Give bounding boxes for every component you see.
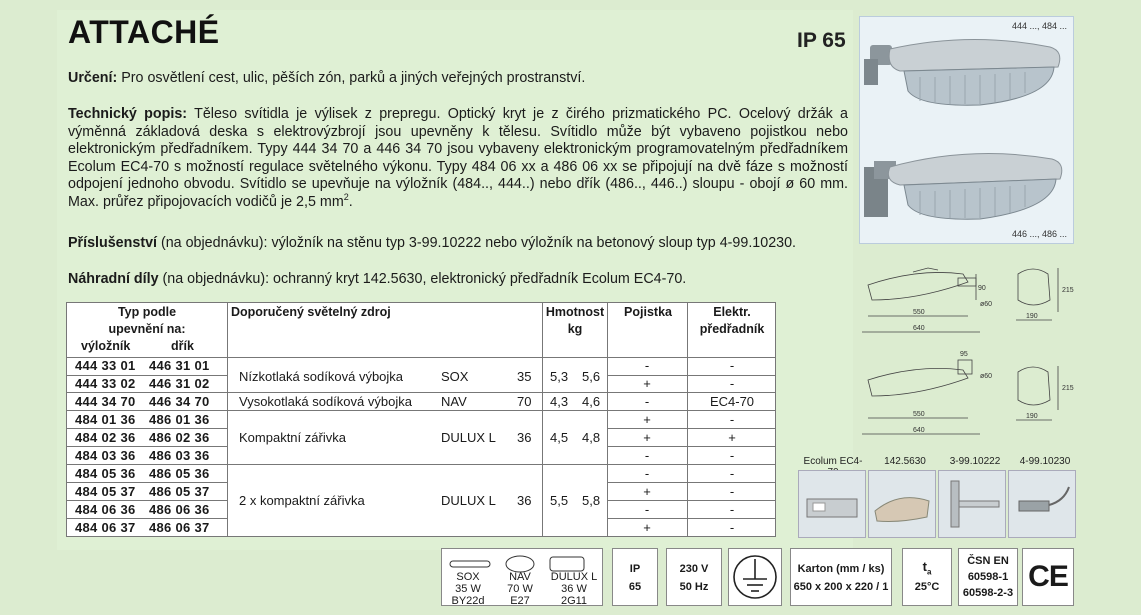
group-mass1: 5,3 xyxy=(550,369,569,384)
group-watt: 70 xyxy=(517,394,532,409)
ballast-cell: - xyxy=(729,412,735,427)
row-line xyxy=(67,518,227,519)
lamp-types-box xyxy=(441,548,603,606)
group-mass1: 4,5 xyxy=(550,430,569,445)
code-vylozník: 484 05 37 xyxy=(75,484,136,499)
group-source-name: Nízkotlaká sodíková výbojka xyxy=(239,369,404,384)
luminaire-cover-top xyxy=(904,67,1054,105)
row-line xyxy=(67,428,227,429)
ballast-cell: - xyxy=(729,358,735,373)
code-vylozník: 444 33 02 xyxy=(75,376,136,391)
drawing2-mount xyxy=(958,360,972,374)
product-photo-box xyxy=(859,16,1074,244)
header-ballast-line1: Elektr. xyxy=(713,305,751,319)
code-drik: 486 05 36 xyxy=(149,466,210,481)
group-source-name: Kompaktní zářivka xyxy=(239,430,346,445)
ce-box xyxy=(1022,548,1074,606)
drawing2-dim-d60: ø60 xyxy=(980,373,993,380)
header-mass-line2: kg xyxy=(567,322,583,336)
accessory-label: 4-99.10230 xyxy=(1019,456,1071,467)
drawing2-dim-95: 95 xyxy=(960,351,968,358)
urceni-text: Pro osvětlení cest, ulic, pěších zón, parků a jiných veřejných prostranství. xyxy=(117,70,586,86)
fuse-cell: + xyxy=(643,520,651,535)
ce-mark: CE xyxy=(1028,560,1068,593)
accessory-label: Ecolum EC4- xyxy=(803,456,863,467)
drawing2-dim-550: 550 xyxy=(913,411,925,418)
csn-l1: ČSN EN xyxy=(967,555,1009,567)
group-mass2: 5,8 xyxy=(582,493,601,508)
header-ballast-line2: předřadník xyxy=(699,322,765,336)
drawing1-dim-190: 190 xyxy=(1026,313,1038,320)
code-vylozník: 484 02 36 xyxy=(75,430,136,445)
lamp-nav-name: NAV xyxy=(509,571,531,583)
paragraph-nahradni-dily xyxy=(68,271,848,289)
fuse-cell: + xyxy=(643,412,651,427)
header-source: Doporučený světelný zdroj xyxy=(231,305,391,319)
carton-l1: Karton (mm / ks) xyxy=(797,563,885,575)
fuse-cell: - xyxy=(644,394,650,409)
group-source-name: Vysokotlaká sodíková výbojka xyxy=(239,394,412,409)
accessories-row xyxy=(798,456,1083,546)
code-drik: 486 05 37 xyxy=(149,484,210,499)
row-line xyxy=(67,482,227,483)
product-table xyxy=(66,302,776,537)
group-lamp: DULUX L xyxy=(441,493,496,508)
pole-bracket-image xyxy=(1008,470,1076,538)
group-lamp: DULUX L xyxy=(441,430,496,445)
lamp-nav xyxy=(496,571,544,607)
voltage-l1: 230 V xyxy=(679,563,709,575)
technicky-popis-label: Technický popis: xyxy=(68,106,188,122)
drawing1-dim-640: 640 xyxy=(913,325,925,332)
code-drik: 446 34 70 xyxy=(149,394,210,409)
drawing1-dim-d60: ø60 xyxy=(980,301,993,308)
group-mass2: 4,6 xyxy=(582,394,601,409)
lamp-dulux-base: 2G11 xyxy=(560,595,588,607)
paragraph-prislusenstvi xyxy=(68,235,848,253)
ballast-cell: - xyxy=(729,484,735,499)
header-drik: dřík xyxy=(171,339,194,353)
lamp-sox-w: 35 W xyxy=(455,583,481,595)
header-mass xyxy=(543,304,607,358)
drawing2-dim-640: 640 xyxy=(913,427,925,434)
drawing2-dim-190: 190 xyxy=(1026,413,1038,420)
group-watt: 36 xyxy=(517,430,532,445)
lamp-sox-base: BY22d xyxy=(451,595,485,607)
csn-l3: 60598-2-3 xyxy=(962,587,1014,599)
temp-t: t xyxy=(922,559,927,574)
temp-sub: a xyxy=(926,567,932,577)
lamp-nav-base: E27 xyxy=(510,595,530,607)
drawing1-side-outline xyxy=(868,272,968,300)
table-vline xyxy=(227,303,228,536)
header-type-line2: upevnění na: xyxy=(108,322,186,336)
earth-box xyxy=(728,548,782,606)
group-mass1: 5,5 xyxy=(550,493,569,508)
ip-rating: IP 65 xyxy=(797,29,846,52)
fuse-cell: - xyxy=(644,358,650,373)
prislusenstvi-label: Příslušenství xyxy=(68,235,157,251)
group-mass2: 4,8 xyxy=(582,430,601,445)
photo-bottom-label: 446 ..., 486 ... xyxy=(1012,229,1068,239)
csn-l2: 60598-1 xyxy=(967,571,1009,583)
code-drik: 486 02 36 xyxy=(149,430,210,445)
code-drik: 446 31 01 xyxy=(149,358,210,373)
drawing1-dim-90: 90 xyxy=(978,285,986,292)
lamp-dulux-w: 36 W xyxy=(561,583,587,595)
code-vylozník: 444 33 01 xyxy=(75,358,136,373)
fuse-cell: - xyxy=(644,466,650,481)
drawing2-dim-215: 215 xyxy=(1062,385,1074,392)
row-line xyxy=(607,518,775,519)
ballast-cell: EC4-70 xyxy=(709,394,755,409)
carton-box xyxy=(790,548,892,606)
photo-top-label: 444 ..., 484 ... xyxy=(1012,21,1068,31)
lamp-sox-name: SOX xyxy=(456,571,480,583)
drawing1-dim-550: 550 xyxy=(913,309,925,316)
header-ballast xyxy=(688,304,776,358)
luminaire-housing-top xyxy=(889,39,1060,71)
luminaire-photos xyxy=(860,17,1073,243)
code-drik: 486 06 37 xyxy=(149,520,210,535)
ballast-image xyxy=(798,470,866,538)
header-fuse-line: Pojistka xyxy=(624,305,672,319)
group-line xyxy=(67,464,775,465)
pole-bracket-icon xyxy=(1009,471,1075,537)
nahradni-dily-text: (na objednávku): ochranný kryt 142.5630, elektronický předřadník Ecolum EC4-70. xyxy=(158,271,687,287)
ballast-cell: - xyxy=(729,466,735,481)
wall-bracket-image xyxy=(938,470,1006,538)
technicky-popis-text: Těleso svítidla je výlisek z prepregu. Optický kryt je z čirého prizmatického PC. Ocelový držák a výměnná základová deska s elektrovýzbrojí jsou upevněny k tělesu. Svítidlo může být vybaveno pojistkou nebo elektronickým předřadníkem. Typy 444 34 70 a 446 34 70 jsou vybaveny elektronickým programovatelným předřadníkem Ecolum EC4-70 s možností regulace světelného výkonu. Typy 484 06 xx a 486 06 xx se připojují na dvě fáze s možností odpojení jednoho obvodu. Svítidlo se upevňuje na výložník (484.., 444..) nebo dřík (486.., 446..) sloupu - obojí ø 60 mm. Max. průřez připojovacích vodičů je 2,5 mm xyxy=(68,106,848,210)
group-watt: 36 xyxy=(517,493,532,508)
product-title: ATTACHÉ xyxy=(68,14,220,50)
ballast-icon xyxy=(799,471,865,537)
code-vylozník: 484 06 37 xyxy=(75,520,136,535)
code-drik: 486 06 36 xyxy=(149,502,210,517)
fuse-cell: - xyxy=(644,502,650,517)
drawing2-side-outline xyxy=(868,368,968,396)
lamp-dulux-name: DULUX L xyxy=(550,571,598,583)
ballast-cell: - xyxy=(729,502,735,517)
cover-icon xyxy=(869,471,935,537)
code-vylozník: 484 03 36 xyxy=(75,448,136,463)
group-watt: 35 xyxy=(517,369,532,384)
ip-box xyxy=(612,548,658,606)
drawing1-dim-215: 215 xyxy=(1062,287,1074,294)
sox-lamp-icon xyxy=(450,561,490,567)
urceni-label: Určení: xyxy=(68,70,118,86)
group-line xyxy=(67,410,775,411)
code-vylozník: 444 34 70 xyxy=(75,394,136,409)
cover-image xyxy=(868,470,936,538)
voltage-box xyxy=(666,548,722,606)
code-drik: 446 31 02 xyxy=(149,376,210,391)
row-line xyxy=(607,482,775,483)
nav-lamp-icon xyxy=(506,556,534,572)
row-line xyxy=(67,446,227,447)
drawing1-top-detail xyxy=(913,268,938,272)
code-vylozník: 484 06 36 xyxy=(75,502,136,517)
group-mass2: 5,6 xyxy=(582,369,601,384)
group-lamp: SOX xyxy=(441,369,469,384)
code-vylozník: 484 05 36 xyxy=(75,466,136,481)
temperature-box xyxy=(902,548,952,606)
header-mass-line1: Hmotnost xyxy=(545,305,605,319)
wall-bracket-icon xyxy=(939,471,1005,537)
row-line xyxy=(607,500,775,501)
fuse-cell: + xyxy=(643,484,651,499)
row-line xyxy=(607,446,775,447)
technical-drawings xyxy=(858,260,1083,450)
group-source-name: 2 x kompaktní zářivka xyxy=(239,493,365,508)
carton-l2: 650 x 200 x 220 / 1 xyxy=(793,581,889,593)
prislusenstvi-text: (na objednávku): výložník na stěnu typ 3-99.10222 nebo výložník na betonový sloup typ 4-99.10230. xyxy=(157,235,797,251)
nahradni-dily-label: Náhradní díly xyxy=(68,271,159,287)
group-mass1: 4,3 xyxy=(550,394,569,409)
mount-post-top xyxy=(864,59,878,85)
technicky-popis-sup: 2 xyxy=(343,192,349,203)
temp-val: 25°C xyxy=(914,581,940,593)
row-line xyxy=(67,500,227,501)
header-fuse xyxy=(608,304,688,358)
accessory-label: 142.5630 xyxy=(884,456,926,467)
ballast-cell: - xyxy=(729,520,735,535)
group-lamp: NAV xyxy=(441,394,467,409)
technicky-popis-end: . xyxy=(348,193,353,210)
ballast-cell: - xyxy=(729,376,735,391)
ip-box-l2: 65 xyxy=(628,581,642,593)
fuse-cell: + xyxy=(643,376,651,391)
code-drik: 486 03 36 xyxy=(149,448,210,463)
ballast-cell: - xyxy=(729,448,735,463)
accessory-label: 3-99.10222 xyxy=(949,456,1001,467)
lamp-sox xyxy=(442,571,494,607)
ip-box-l1: IP xyxy=(629,563,641,575)
code-vylozník: 484 01 36 xyxy=(75,412,136,427)
header-vylozník: výložník xyxy=(81,339,131,353)
header-type-line1: Typ podle xyxy=(117,305,177,319)
paragraph-technicky-popis xyxy=(68,106,848,212)
csn-box xyxy=(958,548,1018,606)
code-drik: 486 01 36 xyxy=(149,412,210,427)
paragraph-urceni xyxy=(68,70,848,88)
drawing1-front-outline xyxy=(1018,269,1050,305)
ballast-cell: + xyxy=(728,430,736,445)
fuse-cell: + xyxy=(643,430,651,445)
drawing2-front-outline xyxy=(1018,367,1050,405)
fuse-cell: - xyxy=(644,448,650,463)
group-line xyxy=(67,392,775,393)
lamp-dulux xyxy=(546,571,602,607)
voltage-l2: 50 Hz xyxy=(679,581,709,593)
lamp-nav-w: 70 W xyxy=(507,583,533,595)
temp-symbol xyxy=(903,561,951,579)
earth-icon xyxy=(729,549,781,605)
row-line xyxy=(607,428,775,429)
dulux-lamp-icon xyxy=(550,557,584,571)
